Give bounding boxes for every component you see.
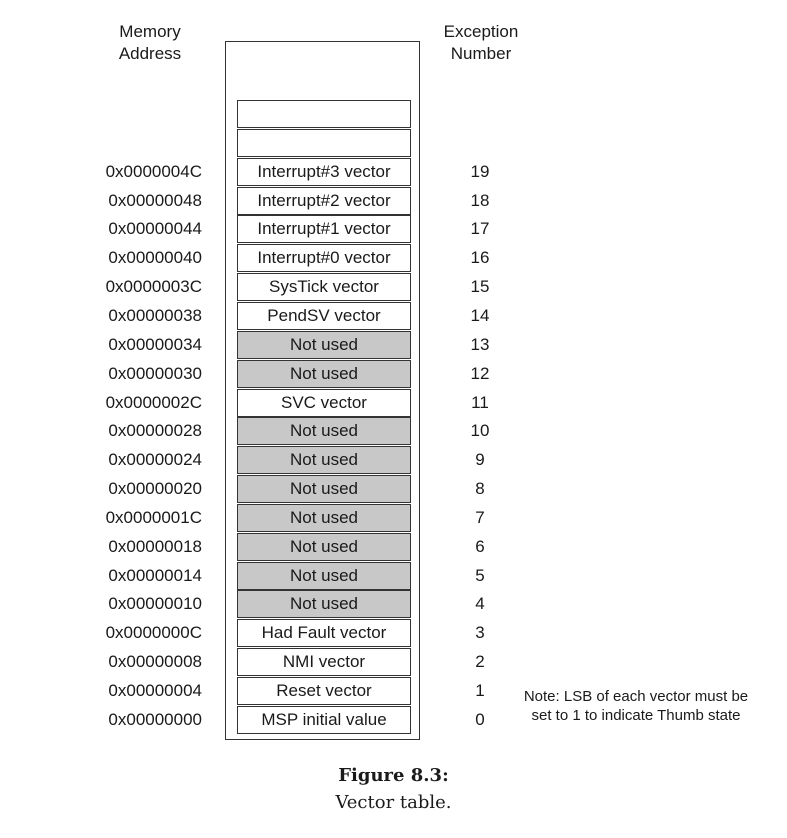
memory-address-header-line-1: Memory [119, 22, 181, 41]
memory-address: 0x0000003C [105, 277, 202, 297]
exception-number-header [425, 21, 537, 65]
vector-entry: MSP initial value [237, 706, 411, 734]
memory-address-header-line-2: Address [118, 44, 182, 63]
exception-number: 19 [470, 161, 490, 181]
exception-number: 18 [470, 190, 490, 210]
exception-number-header-line-2: Number [450, 44, 512, 63]
memory-address: 0x0000000C [105, 623, 202, 643]
vector-entry: Interrupt#1 vector [237, 215, 411, 243]
exception-number: 10 [470, 421, 490, 441]
exception-number: 7 [475, 507, 485, 527]
memory-address: 0x00000020 [108, 479, 202, 499]
memory-address-header [95, 21, 205, 65]
memory-address: 0x00000018 [108, 536, 202, 556]
memory-address: 0x00000040 [108, 248, 202, 268]
unused-entry: Not used [237, 590, 411, 618]
memory-address: 0x00000024 [108, 450, 202, 470]
note-line-1: Note: LSB of each vector must be [523, 688, 749, 705]
memory-address: 0x00000014 [108, 565, 202, 585]
exception-number: 0 [475, 709, 485, 729]
memory-address: 0x0000002C [105, 392, 202, 412]
exception-number-header-line-1: Exception [443, 22, 519, 41]
unused-entry: Not used [237, 360, 411, 388]
exception-number: 1 [475, 681, 485, 700]
blank-slot [237, 100, 411, 128]
memory-address: 0x00000044 [108, 219, 202, 239]
unused-entry: Not used [237, 417, 411, 445]
memory-address: 0x00000038 [108, 305, 202, 325]
exception-number: 15 [470, 277, 490, 297]
exception-number: 12 [470, 363, 490, 383]
figure-label: Figure 8.3: [338, 765, 449, 786]
vector-entry: NMI vector [237, 648, 411, 676]
memory-address: 0x0000001C [105, 507, 202, 527]
vector-entry: SVC vector [237, 389, 411, 417]
thumb-state-note [505, 687, 767, 725]
unused-entry: Not used [237, 562, 411, 590]
vector-entry: Reset vector [237, 677, 411, 705]
vector-entry: Interrupt#2 vector [237, 187, 411, 215]
vector-entry: Interrupt#0 vector [237, 244, 411, 272]
exception-number: 11 [471, 392, 489, 412]
memory-address: 0x0000004C [105, 161, 202, 181]
exception-number: 6 [475, 536, 485, 556]
memory-address: 0x00000030 [108, 363, 202, 383]
figure-caption: Vector table. [335, 792, 452, 813]
memory-address: 0x00000000 [108, 709, 202, 729]
memory-address: 0x00000004 [108, 681, 202, 700]
exception-number: 2 [475, 652, 485, 672]
exception-number: 17 [470, 219, 490, 239]
note-line-2: set to 1 to indicate Thumb state [531, 707, 741, 724]
exception-number: 3 [475, 623, 485, 643]
vector-entry: Had Fault vector [237, 619, 411, 647]
exception-number: 9 [475, 450, 485, 470]
unused-entry: Not used [237, 475, 411, 503]
memory-address: 0x00000008 [108, 652, 202, 672]
memory-address: 0x00000010 [108, 594, 202, 614]
unused-entry: Not used [237, 331, 411, 359]
memory-address: 0x00000028 [108, 421, 202, 441]
vector-entry: PendSV vector [237, 302, 411, 330]
exception-number: 4 [475, 594, 485, 614]
unused-entry: Not used [237, 446, 411, 474]
unused-entry: Not used [237, 533, 411, 561]
unused-entry: Not used [237, 504, 411, 532]
blank-slot [237, 129, 411, 157]
vector-entry: SysTick vector [237, 273, 411, 301]
exception-number: 8 [475, 479, 485, 499]
exception-number: 13 [470, 334, 490, 354]
memory-address: 0x00000034 [108, 334, 202, 354]
memory-address: 0x00000048 [108, 190, 202, 210]
exception-number: 5 [475, 565, 485, 585]
vector-entry: Interrupt#3 vector [237, 158, 411, 186]
exception-number: 14 [470, 305, 490, 325]
exception-number: 16 [470, 248, 490, 268]
